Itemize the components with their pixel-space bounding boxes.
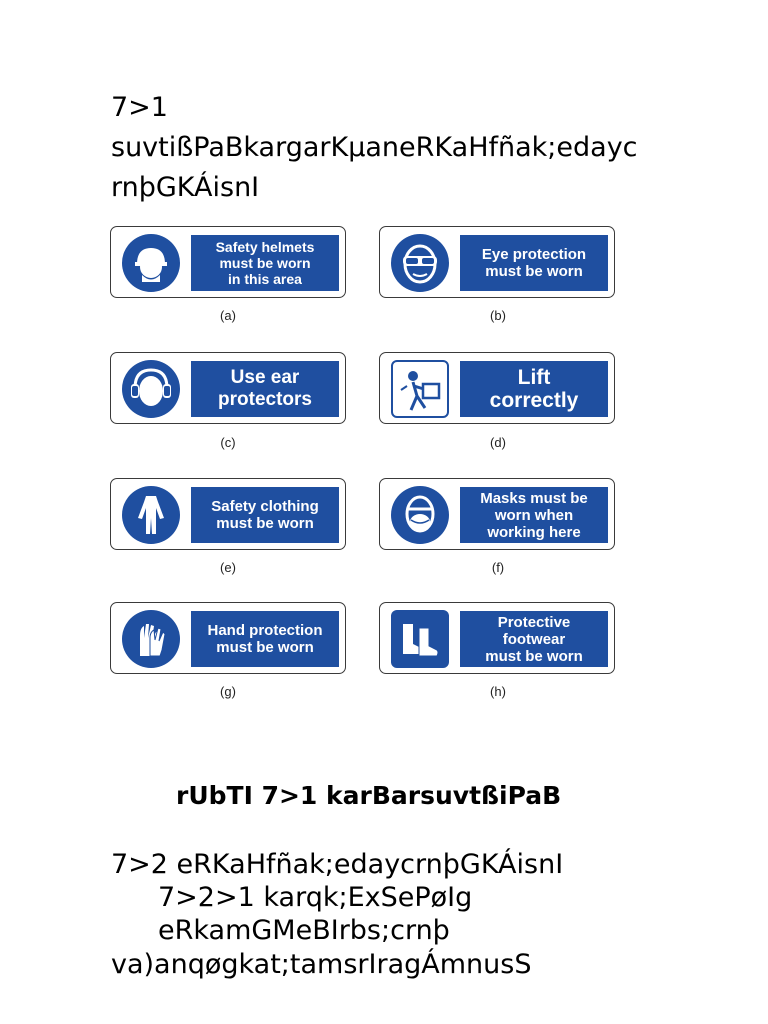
sign-text-a: Safety helmets must be worn in this area	[191, 235, 339, 291]
lifting-icon	[391, 360, 449, 418]
sign-hand-protection	[110, 602, 346, 674]
caption-g: (g)	[220, 684, 236, 699]
sign-text-c: Use ear protectors	[191, 361, 339, 417]
section-line-3: eRkamGMeBIrbs;crnþ	[158, 915, 450, 946]
sign-text-e: Safety clothing must be worn	[191, 487, 339, 543]
helmet-icon	[122, 234, 180, 292]
overalls-icon	[122, 486, 180, 544]
goggles-icon	[391, 234, 449, 292]
sign-text-g: Hand protection must be worn	[191, 611, 339, 667]
ear-protector-icon	[122, 360, 180, 418]
sign-ear-protectors	[110, 352, 346, 424]
boots-icon	[391, 610, 449, 668]
sign-eye-protection	[379, 226, 615, 298]
heading-line-2: suvtißPaBkargarKµaneRKaHfñak;edayc	[111, 132, 638, 163]
caption-h: (h)	[490, 684, 506, 699]
sign-text-b: Eye protection must be worn	[460, 235, 608, 291]
caption-d: (d)	[490, 435, 506, 450]
sign-text-d: Lift correctly	[460, 361, 608, 417]
mask-icon	[391, 486, 449, 544]
gloves-icon	[122, 610, 180, 668]
section-line-1: 7>2 eRKaHfñak;edaycrnþGKÁisnI	[111, 849, 564, 880]
caption-c: (c)	[220, 435, 236, 450]
caption-e: (e)	[220, 560, 236, 575]
heading-line-3: rnþGKÁisnI	[111, 172, 260, 203]
heading-line-1: 7>1	[111, 92, 168, 123]
sign-safety-clothing	[110, 478, 346, 550]
caption-a: (a)	[220, 308, 236, 323]
sign-safety-helmets	[110, 226, 346, 298]
sign-text-h: Protective footwear must be worn	[460, 611, 608, 667]
sign-masks	[379, 478, 615, 550]
sign-text-f: Masks must be worn when working here	[460, 487, 608, 543]
figure-caption: rUbTI 7>1 karBarsuvtßiPaB	[176, 781, 562, 810]
caption-f: (f)	[491, 560, 505, 575]
sign-lift-correctly	[379, 352, 615, 424]
caption-b: (b)	[490, 308, 506, 323]
section-line-2: 7>2>1 karqk;ExSePøIg	[158, 882, 473, 913]
section-line-4: va)anqøgkat;tamsrIragÁmnusS	[111, 949, 532, 980]
sign-protective-footwear	[379, 602, 615, 674]
